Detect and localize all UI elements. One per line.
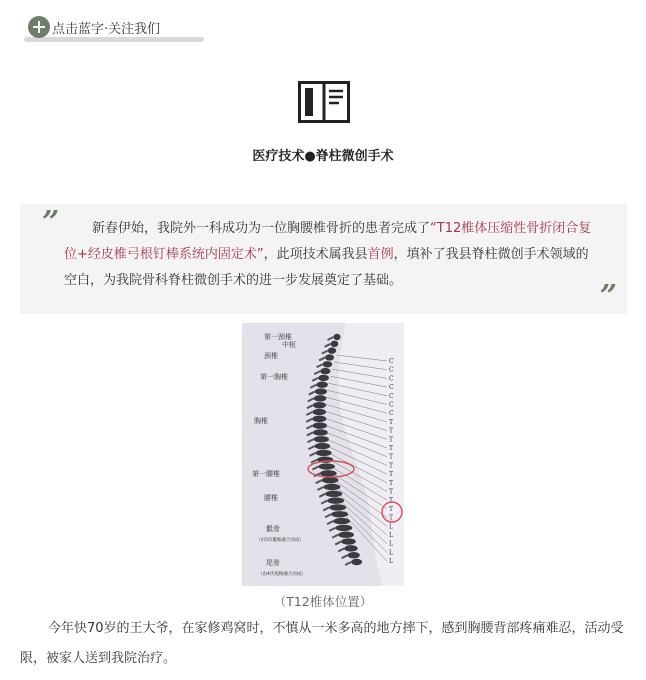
- spinous-process: [308, 446, 314, 449]
- quote-block: [20, 204, 627, 314]
- vertebra: [314, 443, 330, 449]
- vertebra: [331, 341, 339, 347]
- spinous-process: [312, 467, 318, 470]
- quote-text-part-1: 新春伊始，我院外一科成功为一位胸腰椎骨折的患者完成了: [92, 221, 431, 236]
- follow-banner[interactable]: [18, 14, 204, 42]
- spine-right-label: T: [389, 497, 394, 505]
- book-icon: [298, 81, 350, 123]
- spine-left-label: 第一胸椎: [260, 373, 288, 381]
- vertebra: [313, 429, 328, 435]
- spine-left-label: 颈椎: [264, 352, 278, 360]
- spinous-process: [307, 432, 313, 435]
- vertebra: [334, 334, 341, 340]
- vertebra: [323, 361, 333, 367]
- spine-right-label: C: [389, 384, 394, 392]
- spinous-process: [338, 548, 344, 551]
- spinous-process: [306, 426, 312, 429]
- spinous-process: [306, 419, 312, 422]
- figure-caption: （T12椎体位置）: [273, 594, 373, 609]
- spine-right-label: T: [389, 479, 394, 487]
- spinous-process: [319, 494, 325, 497]
- vertebra: [325, 354, 334, 360]
- vertebra: [328, 347, 336, 353]
- vertebra: [322, 477, 339, 483]
- spinous-process: [317, 364, 323, 367]
- vertebra: [314, 436, 329, 442]
- vertebra: [329, 504, 346, 510]
- vertebra: [313, 402, 326, 408]
- vertebra: [348, 552, 360, 558]
- vertebra: [316, 382, 327, 388]
- spine-right-label: L: [389, 523, 393, 531]
- spine-left-label: 骶骨: [266, 525, 280, 533]
- spine-right-label: C: [389, 410, 394, 418]
- vertebra: [327, 497, 344, 503]
- spine-illustration: [242, 323, 404, 586]
- spine-right-label: C: [389, 392, 394, 400]
- quote-highlight-first: 首例: [367, 247, 394, 262]
- vertebra: [351, 559, 362, 565]
- vertebra: [344, 545, 357, 551]
- vertebra: [338, 532, 354, 538]
- spinous-process: [306, 412, 312, 415]
- vertebra: [315, 388, 327, 394]
- vertebra: [312, 416, 326, 422]
- spine-right-label: T: [389, 471, 394, 479]
- spine-right-label: C: [389, 358, 394, 365]
- spine-right-label: T: [389, 453, 394, 461]
- spine-right-label: L: [389, 540, 393, 548]
- spinous-process: [319, 357, 325, 360]
- quote-text: [64, 216, 594, 294]
- quote-text-part-2: ，此项技术属我县: [263, 247, 368, 262]
- spine-right-label: C: [389, 366, 394, 374]
- spinous-process: [314, 371, 320, 374]
- spine-right-label: L: [389, 532, 393, 539]
- vertebra: [318, 463, 335, 469]
- spine-left-label: 第一颈椎: [264, 333, 292, 341]
- vertebra: [320, 470, 337, 476]
- spinous-process: [325, 344, 331, 347]
- spinous-process: [321, 501, 327, 504]
- spinous-process: [342, 555, 348, 558]
- vertebra: [325, 491, 342, 497]
- spine-right-label: L: [389, 549, 393, 557]
- vertebra: [323, 484, 340, 490]
- spinous-process: [316, 480, 322, 483]
- spinous-process: [327, 521, 333, 524]
- spinous-process: [335, 542, 341, 545]
- spinous-process: [309, 392, 315, 395]
- spinous-process: [345, 562, 351, 565]
- spine-figure: [242, 323, 404, 586]
- spinous-process: [317, 487, 323, 490]
- spine-right-label: C: [389, 401, 394, 409]
- spinous-process: [332, 535, 338, 538]
- quote-highlight-procedure: “T12椎体压缩性骨折闭合复位+经皮椎弓根钉棒系统内固定术”: [64, 221, 592, 262]
- vertebra: [316, 450, 332, 456]
- spine-left-label: 腰椎: [264, 494, 278, 502]
- spinous-process: [312, 378, 318, 381]
- spine-right-label: T: [389, 427, 394, 435]
- vertebra: [312, 409, 326, 415]
- spine-left-label: 胸椎: [254, 417, 268, 425]
- vertebra: [333, 518, 350, 524]
- quote-open-mark: ”: [42, 205, 60, 240]
- spinous-process: [322, 351, 328, 354]
- spinous-process: [307, 405, 313, 408]
- spine-left-label: 尾骨: [266, 559, 280, 567]
- spine-right-label: T: [389, 436, 394, 444]
- spine-left-label: 中枢: [282, 341, 296, 349]
- quote-text-part-3: ，填补了我县脊柱微创手术领域的空白，为我院骨科脊柱微创手术的进一步发展奠定了基础。: [64, 247, 589, 288]
- vertebra: [331, 511, 348, 517]
- vertebra: [318, 375, 329, 381]
- plus-icon[interactable]: [28, 16, 50, 38]
- section-heading: 医疗技术●脊柱微创手术: [252, 149, 394, 164]
- spine-left-label: （由4块尾椎融合而成）: [258, 572, 306, 577]
- spinous-process: [329, 528, 335, 531]
- spinous-process: [325, 514, 331, 517]
- vertebra: [341, 538, 356, 544]
- follow-label[interactable]: 点击蓝字·关注我们: [52, 22, 161, 37]
- spine-left-label: （由5块骶椎融合而成）: [256, 538, 304, 543]
- spine-right-label: T: [389, 514, 394, 522]
- quote-close-mark: ”: [599, 279, 617, 314]
- spine-right-label: T: [389, 418, 394, 426]
- spinous-process: [310, 453, 316, 456]
- follow-underline: [24, 37, 204, 42]
- left-labels: [252, 332, 306, 577]
- spine-left-label: 第一腰椎: [252, 470, 280, 478]
- spine-right-label: T: [389, 462, 394, 470]
- spine-right-label: C: [389, 375, 394, 383]
- vertebra: [312, 422, 327, 428]
- spinous-process: [310, 385, 316, 388]
- spine-right-label: T: [389, 488, 394, 496]
- spinous-process: [308, 439, 314, 442]
- spinous-process: [328, 337, 334, 340]
- spine-right-label: L: [389, 558, 393, 566]
- vertebra: [320, 368, 330, 374]
- spine-right-label: T: [389, 505, 394, 513]
- article-paragraph: 今年快70岁的王大爷，在家修鸡窝时，不慎从一米多高的地方摔下，感到胸腰背部疼痛难忍，活动受限，被家人送到我院治疗。: [20, 621, 624, 666]
- spinous-process: [308, 398, 314, 401]
- spine-right-label: T: [389, 445, 394, 452]
- vertebra: [335, 525, 352, 531]
- vertebra: [314, 395, 327, 401]
- spinous-process: [323, 507, 329, 510]
